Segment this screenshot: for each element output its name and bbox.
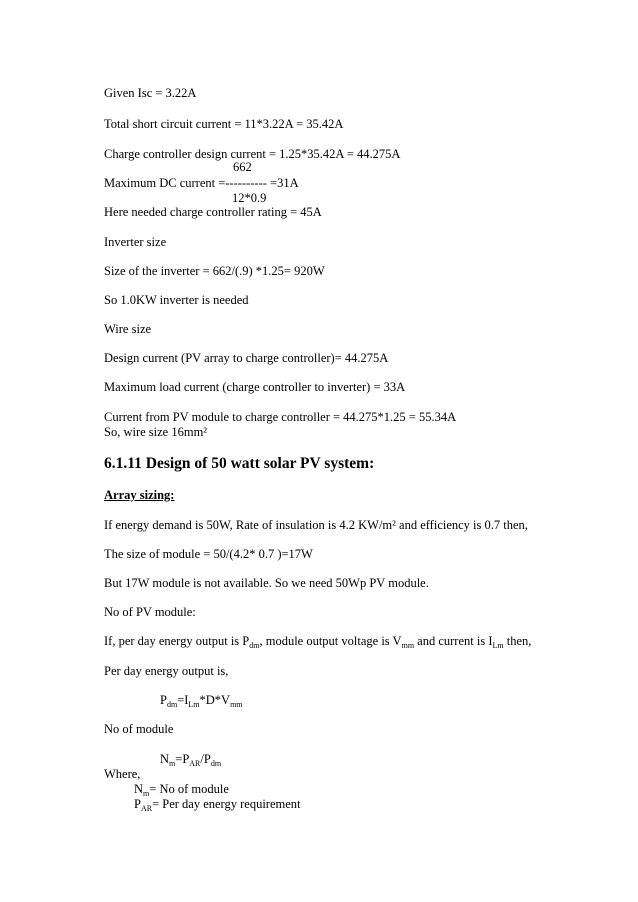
if-text-a: If, per day energy output is P xyxy=(104,634,250,648)
total-short-circuit: Total short circuit current = 11*3.22A = 35.42A xyxy=(104,117,344,131)
if-sub-dm: dm xyxy=(249,641,260,650)
inverter-size-title: Inverter size xyxy=(104,235,167,249)
if-text-b: , module output voltage is V xyxy=(259,634,402,648)
inverter-size-calc: Size of the inverter = 662/(.9) *1.25= 920W xyxy=(104,264,325,278)
def2-p-sub: AR xyxy=(140,804,153,813)
max-dc-current: Maximum DC current =---------- =31A xyxy=(104,176,299,190)
eq1-p-sub: dm xyxy=(166,700,178,709)
eq2-slash: /P xyxy=(200,752,211,766)
eq1-mid: *D*V xyxy=(199,693,231,707)
energy-demand-line: If energy demand is 50W, Rate of insulation is 4.2 KW/m² and efficiency is 0.7 then, xyxy=(104,518,528,532)
charge-controller-rating: Here needed charge controller rating = 45A xyxy=(104,205,322,219)
def1-n-sub: m xyxy=(143,789,150,798)
current-pv-to-controller: Current from PV module to charge controller = 44.275*1.25 = 55.34A xyxy=(104,410,457,424)
wire-size-title: Wire size xyxy=(104,322,152,336)
if-text-d: then, xyxy=(503,634,532,648)
eq1-i-sub: Lm xyxy=(188,700,200,709)
def2-rest: = Per day energy requirement xyxy=(152,797,301,811)
given-isc: Given Isc = 3.22A xyxy=(104,86,197,100)
wire-size-result: So, wire size 16mm² xyxy=(104,425,208,439)
module-size-line: The size of module = 50/(4.2* 0.7 )=17W xyxy=(104,547,313,561)
eq1-eq: =I xyxy=(177,693,189,707)
if-sub-mm: mm xyxy=(401,641,415,650)
eq2-n-sub: m xyxy=(169,759,176,768)
eq1-v-sub: mm xyxy=(230,700,243,709)
definition-nm xyxy=(134,782,229,797)
eq2-par-sub: AR xyxy=(189,759,201,768)
module-not-available: But 17W module is not available. So we need 50Wp PV module. xyxy=(104,576,429,590)
equation-pdm xyxy=(160,693,243,708)
where-label: Where, xyxy=(104,767,141,781)
inverter-needed: So 1.0KW inverter is needed xyxy=(104,293,249,307)
array-sizing-heading: Array sizing: xyxy=(104,488,175,502)
section-heading: 6.1.11 Design of 50 watt solar PV system: xyxy=(104,455,375,472)
def2-p: P xyxy=(134,797,141,811)
eq1-p: P xyxy=(160,693,167,707)
no-pv-module-title: No of PV module: xyxy=(104,605,196,619)
equation-nm xyxy=(160,752,221,767)
fraction-numerator: 662 xyxy=(233,160,252,174)
design-current: Design current (PV array to charge controller)= 44.275A xyxy=(104,351,389,365)
charge-controller-design: Charge controller design current = 1.25*35.42A = 44.275A xyxy=(104,147,401,161)
if-sub-lm: Lm xyxy=(492,641,504,650)
per-day-output-label: Per day energy output is, xyxy=(104,664,229,678)
no-of-module-label: No of module xyxy=(104,722,174,736)
def1-n: N xyxy=(134,782,144,796)
eq2-eq: =P xyxy=(175,752,190,766)
fraction-denominator: 12*0.9 xyxy=(232,191,267,205)
if-text-c: and current is I xyxy=(414,634,493,648)
if-energy-output-line xyxy=(104,634,531,649)
eq2-pdm-sub: dm xyxy=(210,759,222,768)
def1-rest: = No of module xyxy=(149,782,229,796)
eq2-n: N xyxy=(160,752,170,766)
definition-par xyxy=(134,797,301,812)
max-load-current: Maximum load current (charge controller to inverter) = 33A xyxy=(104,380,406,394)
